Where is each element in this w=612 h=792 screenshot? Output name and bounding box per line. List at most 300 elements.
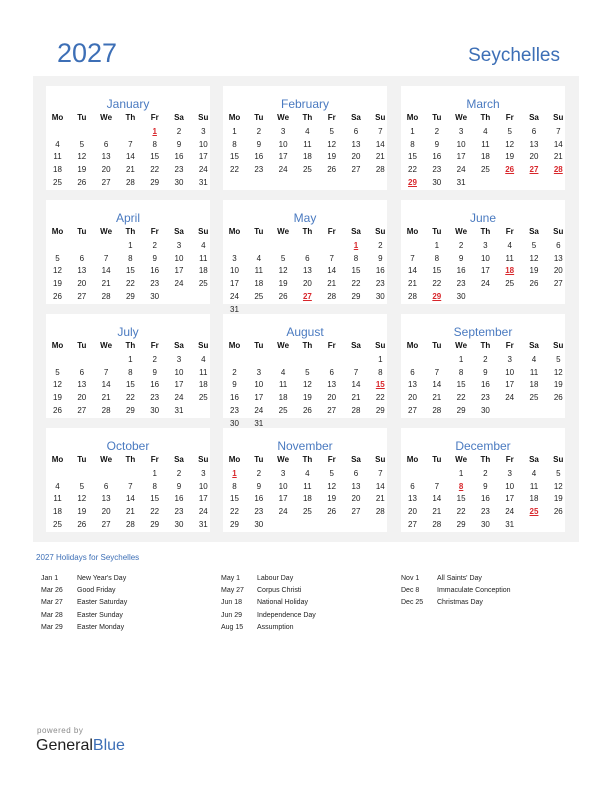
day-cell: 9 — [152, 253, 157, 263]
powered-by-label: powered by — [37, 726, 84, 735]
day-cell: 10 — [456, 139, 466, 149]
day-cell: 10 — [198, 481, 208, 491]
day-cell: 5 — [55, 367, 60, 377]
day-cell: 17 — [174, 266, 184, 276]
day-cell: 18 — [529, 494, 539, 504]
day-cell: 18 — [302, 152, 312, 162]
brand-logo — [36, 737, 125, 755]
day-cell: 3 — [201, 127, 206, 136]
weekday-header: Tu — [254, 113, 264, 122]
day-cell: 15 — [456, 494, 466, 504]
day-cell: 19 — [53, 393, 62, 403]
day-cell: 24 — [278, 165, 288, 175]
day-cell: 16 — [375, 266, 385, 276]
day-cell: 28 — [125, 177, 135, 187]
weekday-header: Tu — [77, 341, 87, 350]
weekday-header: Tu — [77, 227, 87, 236]
day-cell: 7 — [378, 127, 383, 136]
day-cell: 2 — [176, 469, 182, 478]
day-cell: 17 — [254, 393, 264, 403]
day-cell: 14 — [125, 152, 135, 162]
weekday-header: Mo — [406, 227, 419, 236]
day-cell: 2 — [152, 241, 157, 250]
weekday-header: Th — [480, 227, 491, 236]
day-cell: 2 — [483, 469, 488, 478]
month-name: February — [280, 97, 330, 111]
day-cell: 2 — [176, 127, 182, 136]
day-cell: 18 — [53, 165, 62, 175]
day-cell: 21 — [327, 279, 337, 289]
weekday-header: Mo — [51, 455, 64, 464]
day-cell: 19 — [529, 266, 539, 276]
day-cell: 19 — [77, 165, 87, 175]
day-cell: 8 — [128, 253, 133, 263]
day-cell: 4 — [531, 355, 537, 364]
day-cell: 12 — [505, 139, 515, 149]
holiday-date: May 1 — [221, 575, 241, 582]
day-cell: 30 — [150, 291, 160, 301]
day-cell: 9 — [483, 481, 488, 491]
day-cell: 6 — [305, 253, 310, 263]
day-cell: 27 — [77, 405, 87, 415]
day-cell: 24 — [456, 165, 466, 175]
day-cell: 6 — [103, 481, 109, 491]
day-cell: 13 — [408, 494, 417, 504]
day-cell: 20 — [77, 279, 87, 289]
day-cell: 30 — [254, 519, 264, 529]
day-cell: 4 — [280, 367, 286, 377]
day-cell: 5 — [55, 253, 60, 263]
holiday-date: May 27 — [221, 587, 244, 595]
weekday-header: Tu — [254, 455, 264, 464]
day-cell: 8 — [353, 253, 359, 263]
day-cell: 20 — [101, 507, 111, 517]
day-cell: 25 — [198, 279, 208, 289]
day-cell: 19 — [53, 279, 62, 289]
day-cell: 4 — [55, 481, 60, 491]
day-cell: 24 — [198, 507, 208, 517]
day-cell: 24 — [505, 393, 515, 403]
day-cell: 25 — [302, 165, 312, 175]
month-january — [46, 86, 210, 190]
holiday-name: All Saints' Day — [437, 575, 482, 582]
day-cell: 26 — [77, 519, 87, 529]
day-cell: 16 — [230, 393, 239, 403]
day-cell: 13 — [77, 380, 87, 390]
weekday-header: Sa — [174, 341, 184, 350]
day-cell: 7 — [128, 481, 133, 491]
day-cell: 11 — [199, 367, 208, 377]
day-cell: 19 — [302, 393, 312, 403]
weekday-header: Fr — [327, 113, 336, 122]
holiday-date: Jun 29 — [221, 611, 243, 619]
day-cell: 6 — [531, 127, 537, 136]
day-cell: 9 — [378, 253, 383, 263]
weekday-header: Mo — [228, 455, 241, 464]
day-cell: 21 — [351, 393, 361, 403]
holiday-date: Dec 25 — [401, 599, 424, 607]
day-cell: 22 — [375, 393, 385, 403]
day-cell: 26 — [327, 165, 337, 175]
day-cell: 11 — [529, 481, 539, 491]
day-cell: 6 — [410, 481, 415, 491]
day-cell: 21 — [553, 152, 563, 162]
holiday-day-cell: 18 — [505, 266, 515, 276]
day-cell: 18 — [480, 152, 490, 162]
day-cell: 27 — [351, 165, 361, 175]
day-cell: 12 — [53, 266, 62, 276]
day-cell: 25 — [53, 519, 62, 529]
day-cell: 16 — [150, 266, 160, 276]
day-cell: 7 — [556, 127, 561, 136]
weekday-header: Su — [553, 113, 564, 122]
day-cell: 23 — [174, 507, 184, 517]
weekday-header: Su — [375, 341, 386, 350]
brand-logo-part2: Blue — [92, 737, 125, 754]
day-cell: 23 — [230, 405, 239, 415]
weekday-header: We — [277, 341, 290, 350]
day-cell: 18 — [529, 380, 539, 390]
day-cell: 20 — [302, 279, 312, 289]
day-cell: 27 — [101, 177, 111, 187]
day-cell: 12 — [278, 266, 288, 276]
weekday-header: Tu — [77, 113, 87, 122]
day-cell: 23 — [254, 165, 264, 175]
day-cell: 29 — [351, 291, 361, 301]
day-cell: 18 — [53, 507, 62, 517]
day-cell: 12 — [553, 481, 563, 491]
month-name: August — [286, 325, 324, 339]
day-cell: 22 — [351, 279, 361, 289]
day-cell: 19 — [327, 152, 337, 162]
day-cell: 10 — [505, 367, 515, 377]
day-cell: 20 — [101, 165, 111, 175]
day-cell: 6 — [353, 127, 359, 136]
day-cell: 17 — [230, 279, 239, 289]
day-cell: 9 — [483, 367, 488, 377]
day-cell: 16 — [150, 380, 160, 390]
day-cell: 20 — [553, 266, 563, 276]
day-cell: 30 — [480, 405, 490, 415]
weekday-header: Sa — [529, 113, 539, 122]
day-cell: 17 — [456, 152, 466, 162]
day-cell: 22 — [408, 165, 417, 175]
weekday-header: We — [100, 227, 113, 236]
day-cell: 7 — [434, 481, 440, 491]
day-cell: 26 — [77, 177, 87, 187]
weekday-header: Fr — [327, 341, 336, 350]
day-cell: 28 — [408, 291, 417, 301]
holiday-entry — [401, 598, 571, 608]
day-cell: 1 — [128, 355, 133, 364]
holiday-day-cell: 1 — [353, 241, 359, 250]
holiday-entry — [221, 623, 391, 633]
day-cell: 24 — [480, 279, 490, 289]
holiday-day-cell: 29 — [408, 177, 417, 187]
day-cell: 20 — [408, 393, 417, 403]
weekday-header: Sa — [529, 455, 539, 464]
day-cell: 1 — [434, 241, 440, 250]
day-cell: 22 — [125, 393, 135, 403]
day-cell: 30 — [174, 177, 184, 187]
day-cell: 17 — [505, 494, 515, 504]
holiday-entry — [401, 586, 571, 596]
day-cell: 25 — [254, 291, 264, 301]
day-cell: 14 — [375, 481, 385, 491]
weekday-header: We — [100, 113, 113, 122]
day-cell: 16 — [480, 380, 490, 390]
day-cell: 24 — [174, 393, 184, 403]
day-cell: 3 — [176, 355, 182, 364]
day-cell: 13 — [327, 380, 337, 390]
day-cell: 7 — [378, 469, 383, 478]
month-name: September — [453, 325, 513, 339]
day-cell: 12 — [327, 481, 337, 491]
day-cell: 13 — [101, 494, 111, 504]
holiday-name: Good Friday — [77, 587, 116, 595]
weekday-header: Su — [198, 113, 209, 122]
day-cell: 15 — [125, 266, 135, 276]
day-cell: 12 — [53, 380, 62, 390]
day-cell: 31 — [198, 177, 208, 187]
day-cell: 10 — [505, 481, 515, 491]
holiday-entry — [401, 574, 571, 584]
day-cell: 19 — [278, 279, 288, 289]
weekday-header: Fr — [150, 113, 159, 122]
day-cell: 27 — [351, 507, 361, 517]
day-cell: 21 — [101, 279, 111, 289]
day-cell: 7 — [410, 253, 415, 263]
weekday-header: Sa — [351, 455, 361, 464]
day-cell: 27 — [77, 291, 87, 301]
day-cell: 2 — [483, 355, 488, 364]
day-cell: 21 — [125, 165, 135, 175]
day-cell: 27 — [408, 405, 417, 415]
day-cell: 20 — [529, 152, 539, 162]
day-cell: 10 — [230, 266, 239, 276]
weekday-header: Su — [198, 341, 209, 350]
weekday-header: Mo — [228, 341, 241, 350]
day-cell: 22 — [456, 393, 466, 403]
holiday-day-cell: 29 — [432, 291, 442, 301]
weekday-header: Su — [553, 455, 564, 464]
weekday-header: Sa — [174, 227, 184, 236]
weekday-header: Mo — [406, 113, 419, 122]
day-cell: 15 — [150, 152, 160, 162]
day-cell: 17 — [505, 380, 515, 390]
day-cell: 30 — [375, 291, 385, 301]
day-cell: 28 — [375, 507, 385, 517]
month-september — [401, 314, 565, 418]
holiday-entry — [41, 611, 211, 621]
holiday-date: Mar 27 — [41, 599, 63, 607]
day-cell: 8 — [232, 481, 237, 491]
weekday-header: Tu — [432, 113, 442, 122]
day-cell: 23 — [150, 393, 160, 403]
day-cell: 28 — [432, 519, 442, 529]
holiday-name: Labour Day — [257, 575, 294, 582]
weekday-header: Sa — [529, 341, 539, 350]
day-cell: 24 — [505, 507, 515, 517]
day-cell: 6 — [79, 253, 85, 263]
day-cell: 16 — [174, 152, 184, 162]
weekday-header: We — [100, 341, 113, 350]
day-cell: 6 — [556, 241, 561, 250]
day-cell: 12 — [77, 494, 87, 504]
day-cell: 11 — [303, 139, 312, 149]
holiday-day-cell: 27 — [529, 165, 539, 175]
holiday-name: Easter Saturday — [77, 599, 128, 607]
weekday-header: Th — [302, 341, 313, 350]
weekday-header: Sa — [174, 455, 184, 464]
weekday-header: Su — [553, 227, 564, 236]
holiday-date: Mar 29 — [41, 623, 63, 631]
holiday-entry — [221, 598, 391, 608]
day-cell: 2 — [378, 241, 383, 250]
holiday-date: Nov 1 — [401, 575, 420, 582]
weekday-header: Sa — [529, 227, 539, 236]
holiday-name: Assumption — [257, 623, 294, 631]
weekday-header: Tu — [77, 455, 87, 464]
day-cell: 5 — [531, 241, 537, 250]
day-cell: 18 — [254, 279, 264, 289]
day-cell: 4 — [507, 241, 512, 250]
calendar-panel — [33, 76, 579, 542]
day-cell: 6 — [410, 367, 415, 377]
day-cell: 2 — [434, 127, 440, 136]
day-cell: 13 — [302, 266, 312, 276]
day-cell: 20 — [351, 152, 361, 162]
day-cell: 28 — [125, 519, 135, 529]
day-cell: 4 — [201, 241, 206, 250]
day-cell: 9 — [232, 380, 237, 390]
day-cell: 28 — [375, 165, 385, 175]
day-cell: 16 — [254, 494, 264, 504]
day-cell: 25 — [302, 507, 312, 517]
holiday-name: National Holiday — [257, 599, 308, 607]
day-cell: 10 — [480, 253, 490, 263]
day-cell: 14 — [432, 380, 442, 390]
weekday-header: Th — [125, 227, 136, 236]
holiday-name: Christmas Day — [437, 599, 483, 607]
day-cell: 29 — [230, 519, 239, 529]
weekday-header: Mo — [51, 227, 64, 236]
day-cell: 15 — [408, 152, 417, 162]
day-cell: 26 — [553, 393, 563, 403]
day-cell: 27 — [101, 519, 111, 529]
day-cell: 1 — [410, 127, 415, 136]
month-july — [46, 314, 210, 418]
month-february — [223, 86, 387, 190]
day-cell: 26 — [553, 507, 563, 517]
weekday-header: Th — [302, 113, 313, 122]
holidays-title: 2027 Holidays for Seychelles — [36, 553, 140, 562]
day-cell: 23 — [375, 279, 385, 289]
day-cell: 23 — [456, 279, 466, 289]
day-cell: 25 — [278, 405, 288, 415]
month-name: June — [469, 211, 497, 225]
day-cell: 5 — [329, 127, 334, 136]
holiday-day-cell: 25 — [529, 507, 539, 517]
day-cell: 2 — [152, 355, 157, 364]
day-cell: 2 — [256, 127, 262, 136]
month-april — [46, 200, 210, 304]
day-cell: 6 — [353, 469, 359, 478]
day-cell: 1 — [458, 469, 464, 478]
day-cell: 3 — [507, 355, 512, 364]
weekday-header: Tu — [432, 341, 442, 350]
day-cell: 9 — [458, 253, 464, 263]
day-cell: 25 — [529, 393, 539, 403]
day-cell: 21 — [125, 507, 135, 517]
weekday-header: Fr — [505, 455, 514, 464]
day-cell: 24 — [230, 291, 239, 301]
day-cell: 22 — [456, 507, 466, 517]
weekday-header: Fr — [150, 455, 159, 464]
day-cell: 4 — [256, 253, 262, 263]
weekday-header: We — [277, 227, 290, 236]
day-cell: 14 — [101, 380, 111, 390]
day-cell: 29 — [125, 291, 135, 301]
day-cell: 9 — [256, 481, 262, 491]
weekday-header: Mo — [406, 341, 419, 350]
month-august — [223, 314, 387, 428]
day-cell: 3 — [232, 253, 237, 263]
day-cell: 3 — [256, 367, 262, 377]
weekday-header: We — [277, 113, 290, 122]
day-cell: 9 — [256, 139, 262, 149]
weekday-header: Th — [302, 455, 313, 464]
weekday-header: Fr — [150, 341, 159, 350]
weekday-header: Sa — [351, 341, 361, 350]
day-cell: 21 — [375, 152, 385, 162]
day-cell: 24 — [278, 507, 288, 517]
day-cell: 2 — [458, 241, 464, 250]
holiday-name: Immaculate Conception — [437, 587, 511, 595]
day-cell: 15 — [150, 494, 160, 504]
day-cell: 26 — [327, 507, 337, 517]
day-cell: 28 — [101, 291, 111, 301]
day-cell: 13 — [553, 253, 563, 263]
day-cell: 29 — [375, 405, 385, 415]
day-cell: 29 — [456, 519, 466, 529]
day-cell: 29 — [150, 519, 160, 529]
day-cell: 23 — [150, 279, 160, 289]
day-cell: 21 — [375, 494, 385, 504]
day-cell: 31 — [198, 519, 208, 529]
day-cell: 23 — [480, 393, 490, 403]
month-november — [223, 428, 387, 532]
day-cell: 24 — [174, 279, 184, 289]
weekday-header: Th — [125, 113, 136, 122]
day-cell: 5 — [507, 127, 512, 136]
day-cell: 21 — [432, 507, 442, 517]
month-october — [46, 428, 210, 532]
day-cell: 7 — [329, 253, 334, 263]
holiday-date: Jun 18 — [221, 599, 243, 607]
day-cell: 16 — [456, 266, 466, 276]
month-may — [223, 200, 387, 314]
day-cell: 5 — [305, 367, 310, 377]
holiday-day-cell: 1 — [232, 469, 237, 478]
day-cell: 10 — [278, 481, 288, 491]
day-cell: 11 — [199, 253, 208, 263]
day-cell: 16 — [432, 152, 442, 162]
holiday-day-cell: 26 — [505, 165, 515, 175]
day-cell: 12 — [302, 380, 312, 390]
day-cell: 3 — [507, 469, 512, 478]
day-cell: 3 — [201, 469, 206, 478]
